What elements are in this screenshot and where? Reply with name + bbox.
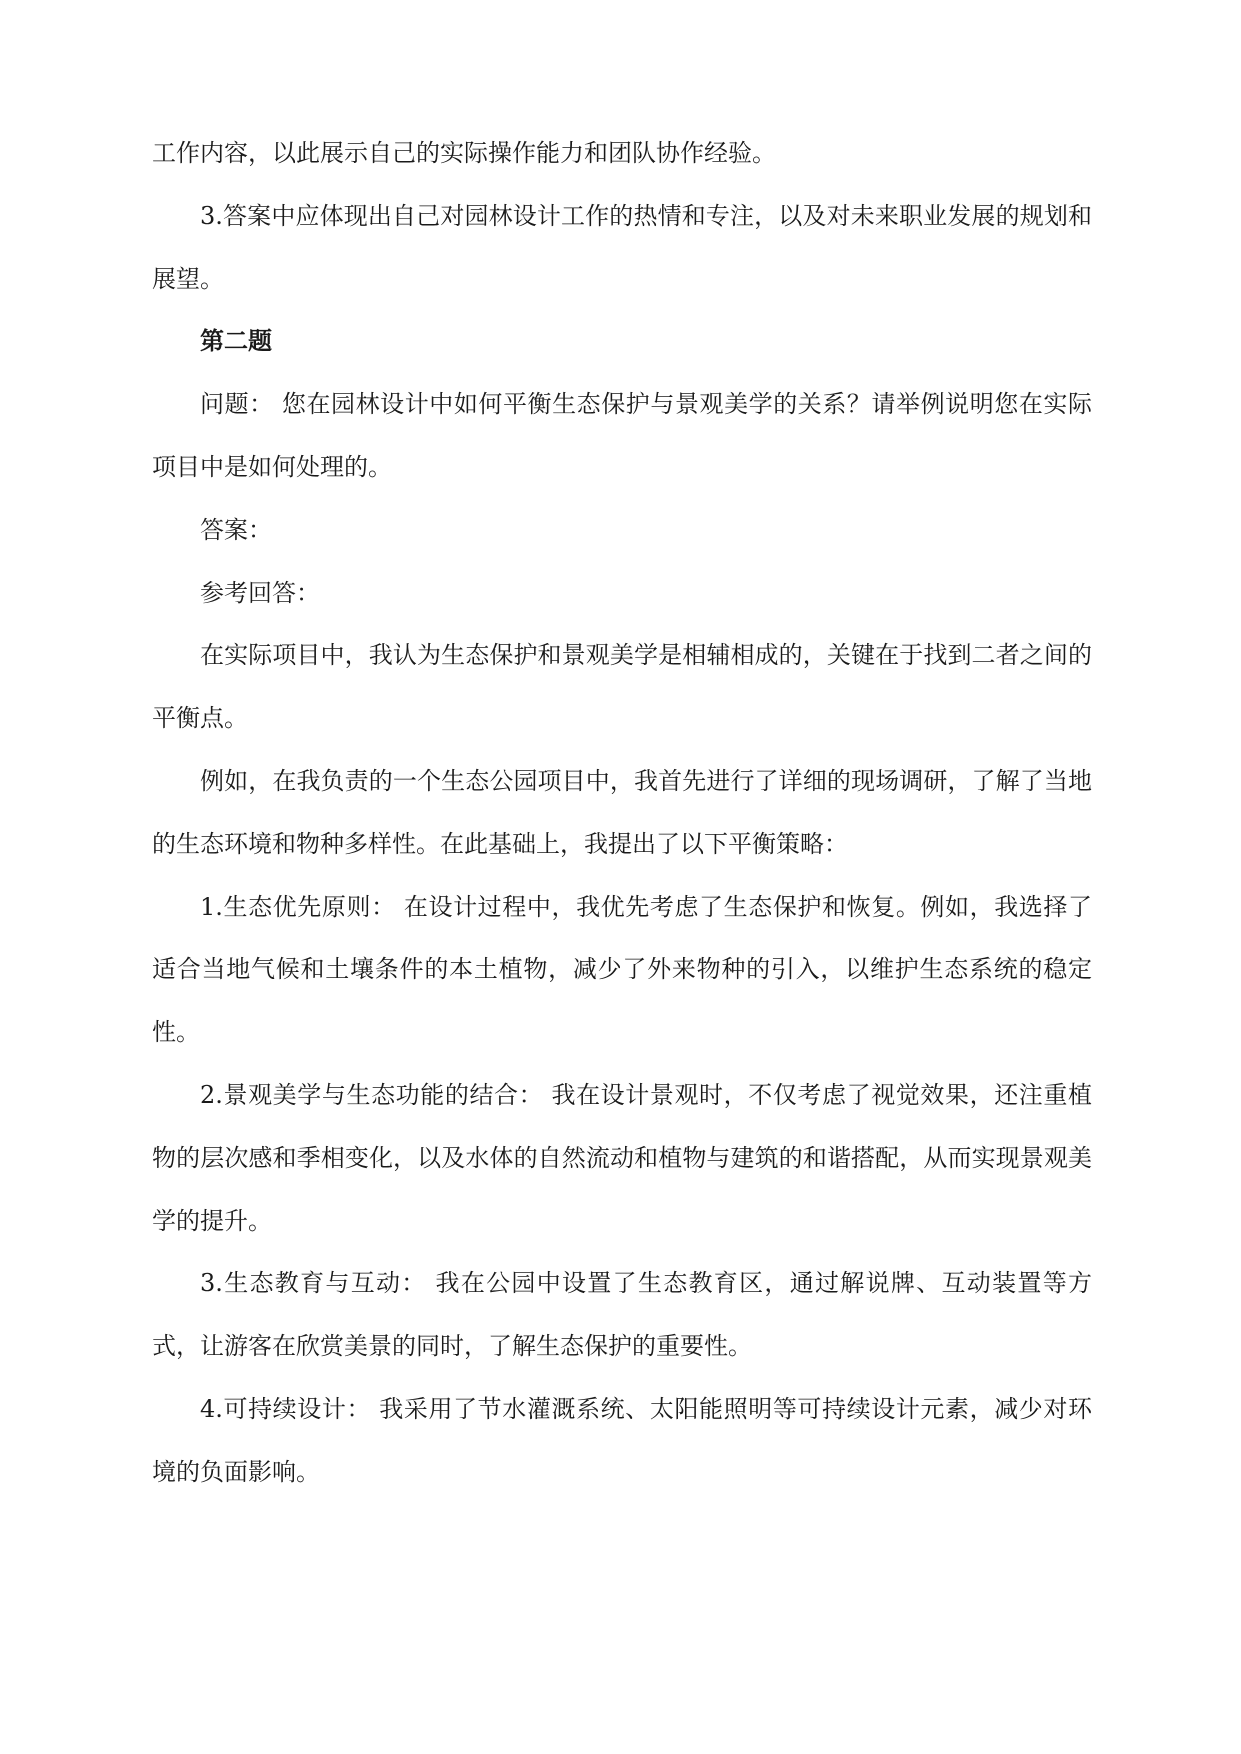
- paragraph-question: 问题： 您在园林设计中如何平衡生态保护与景观美学的关系？请举例说明您在实际项目中是如何处理的。: [152, 390, 1092, 481]
- paragraph-strategy-3: 3.生态教育与互动： 我在公园中设置了生态教育区，通过解说牌、互动装置等方式，让游客在欣赏美景的同时，了解生态保护的重要性。: [152, 1269, 1092, 1361]
- paragraph-point-3: 3.答案中应体现出自己对园林设计工作的热情和专注，以及对未来职业发展的规划和展望。: [152, 201, 1092, 293]
- paragraph-reference-label: 参考回答：: [200, 578, 320, 607]
- paragraph-answer-1: 在实际项目中，我认为生态保护和景观美学是相辅相成的，关键在于找到二者之间的平衡点。: [152, 641, 1092, 733]
- paragraph-strategy-4: 4.可持续设计： 我采用了节水灌溉系统、太阳能照明等可持续设计元素，减少对环境的负面影响。: [152, 1394, 1092, 1486]
- document-page: [152, 122, 1092, 1504]
- paragraph-intro-continuation: 工作内容，以此展示自己的实际操作能力和团队协作经验。: [152, 139, 776, 167]
- section-heading: 第二题: [200, 326, 272, 356]
- paragraph-answer-label: 答案：: [200, 515, 272, 544]
- paragraph-answer-2: 例如，在我负责的一个生态公园项目中，我首先进行了详细的现场调研，了解了当地的生态环境和物种多样性。在此基础上，我提出了以下平衡策略：: [152, 766, 1092, 858]
- paragraph-strategy-1: 1.生态优先原则： 在设计过程中，我优先考虑了生态保护和恢复。例如，我选择了适合当地气候和土壤条件的本土植物，减少了外来物种的引入，以维护生态系统的稳定性。: [152, 892, 1092, 1047]
- paragraph-strategy-2: 2.景观美学与生态功能的结合： 我在设计景观时，不仅考虑了视觉效果，还注重植物的层次感和季相变化，以及水体的自然流动和植物与建筑的和谐搭配，从而实现景观美学的提升。: [152, 1080, 1092, 1235]
